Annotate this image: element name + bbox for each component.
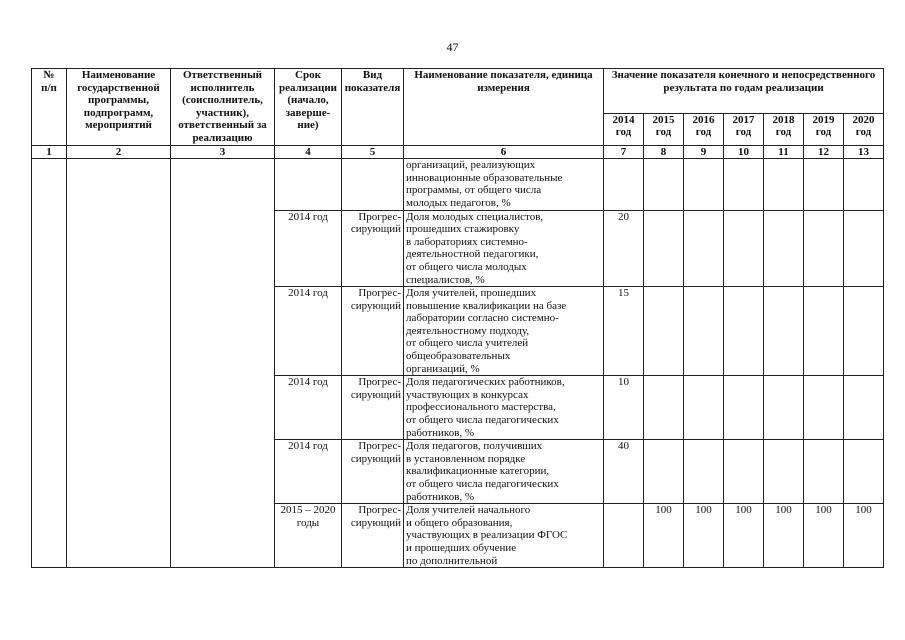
year-value-cell (764, 159, 804, 210)
year-value-cell (804, 210, 844, 287)
column-number: 1 (32, 145, 67, 159)
year-value-cell: 10 (604, 376, 644, 440)
year-value-cell (764, 210, 804, 287)
header-year-2018: 2018 год (764, 113, 804, 145)
header-year-2014: 2014 год (604, 113, 644, 145)
indicator-type-cell: Прогрес- сирующий (342, 440, 404, 504)
year-value-cell (724, 159, 764, 210)
page-number: 47 (446, 40, 459, 54)
indicator-name-cell: Доля педагогов, получивших в установленном порядке квалификационные категории, от общего числа педагогических работников, % (404, 440, 604, 504)
column-number: 11 (764, 145, 804, 159)
column-number: 3 (171, 145, 275, 159)
indicator-name-cell: организаций, реализующих инновационные образовательные программы, от общего числа молодых педагогов, % (404, 159, 604, 210)
column-number-row (32, 145, 884, 159)
year-value-cell (844, 159, 884, 210)
header-indicator-name: Наименование показателя, единица измерения (404, 69, 604, 146)
year-value-cell (684, 159, 724, 210)
table-body (32, 159, 884, 568)
year-value-cell (604, 159, 644, 210)
indicator-name-cell: Доля учителей начального и общего образования, участвующих в реализации ФГОС и прошедших обучение по дополнительной (404, 504, 604, 568)
header-number: № п/п (32, 69, 67, 146)
year-value-cell (764, 376, 804, 440)
year-value-cell (804, 159, 844, 210)
year-value-cell (844, 210, 884, 287)
year-value-cell: 15 (604, 287, 644, 376)
year-value-cell (684, 440, 724, 504)
header-year-2017: 2017 год (724, 113, 764, 145)
header-year-2019: 2019 год (804, 113, 844, 145)
year-value-cell: 20 (604, 210, 644, 287)
year-value-cell: 100 (644, 504, 684, 568)
term-cell: 2014 год (275, 287, 342, 376)
header-term: Срок реализации (начало, заверше-ние) (275, 69, 342, 146)
year-value-cell (764, 440, 804, 504)
year-value-cell (684, 210, 724, 287)
indicator-name-cell: Доля педагогических работников, участвующих в конкурсах профессионального мастерства, от общего числа педагогических работников, % (404, 376, 604, 440)
number-cell (32, 159, 67, 568)
indicator-type-cell: Прогрес- сирующий (342, 287, 404, 376)
year-value-cell (724, 287, 764, 376)
year-value-cell (684, 376, 724, 440)
year-value-cell (804, 440, 844, 504)
indicator-type-cell: Прогрес- сирующий (342, 210, 404, 287)
year-value-cell (724, 376, 764, 440)
indicators-table (31, 68, 884, 568)
term-cell (275, 159, 342, 210)
year-value-cell (604, 504, 644, 568)
column-number: 8 (644, 145, 684, 159)
year-value-cell (684, 287, 724, 376)
header-executor: Ответственный исполнитель (соисполнитель, участник), ответственный за реализацию (171, 69, 275, 146)
table-header (32, 69, 884, 159)
term-cell: 2014 год (275, 210, 342, 287)
year-value-cell: 40 (604, 440, 644, 504)
column-number: 4 (275, 145, 342, 159)
header-program-name: Наименование государственной программы, подпрограмм, мероприятий (67, 69, 171, 146)
year-value-cell: 100 (844, 504, 884, 568)
column-number: 12 (804, 145, 844, 159)
year-value-cell: 100 (804, 504, 844, 568)
header-indicator-type: Вид показателя (342, 69, 404, 146)
executor-cell (171, 159, 275, 568)
header-year-2016: 2016 год (684, 113, 724, 145)
year-value-cell (644, 287, 684, 376)
year-value-cell (644, 210, 684, 287)
year-value-cell (724, 440, 764, 504)
year-value-cell (844, 287, 884, 376)
program-name-cell (67, 159, 171, 568)
column-number: 13 (844, 145, 884, 159)
year-value-cell (644, 440, 684, 504)
column-number: 10 (724, 145, 764, 159)
indicator-name-cell: Доля молодых специалистов, прошедших стажировку в лабораториях системно- деятельностной педагогики, от общего числа молодых специалистов, % (404, 210, 604, 287)
header-year-2015: 2015 год (644, 113, 684, 145)
header-values-group: Значение показателя конечного и непосредственного результата по годам реализации (604, 69, 884, 114)
year-value-cell (844, 440, 884, 504)
term-cell: 2015 – 2020 годы (275, 504, 342, 568)
year-value-cell (644, 376, 684, 440)
year-value-cell: 100 (764, 504, 804, 568)
indicator-type-cell: Прогрес- сирующий (342, 504, 404, 568)
term-cell: 2014 год (275, 376, 342, 440)
indicator-type-cell: Прогрес- сирующий (342, 376, 404, 440)
year-value-cell: 100 (684, 504, 724, 568)
year-value-cell: 100 (724, 504, 764, 568)
year-value-cell (764, 287, 804, 376)
year-value-cell (804, 287, 844, 376)
column-number: 7 (604, 145, 644, 159)
column-number: 2 (67, 145, 171, 159)
year-value-cell (844, 376, 884, 440)
indicator-name-cell: Доля учителей, прошедших повышение квалификации на базе лаборатории согласно системно- деятельностному подходу, от общего числа учителей общеобразовательных организаций, % (404, 287, 604, 376)
table-row (32, 159, 884, 210)
column-number: 6 (404, 145, 604, 159)
term-cell: 2014 год (275, 440, 342, 504)
column-number: 9 (684, 145, 724, 159)
year-value-cell (644, 159, 684, 210)
year-value-cell (804, 376, 844, 440)
year-value-cell (724, 210, 764, 287)
header-year-2020: 2020 год (844, 113, 884, 145)
column-number: 5 (342, 145, 404, 159)
indicator-type-cell (342, 159, 404, 210)
